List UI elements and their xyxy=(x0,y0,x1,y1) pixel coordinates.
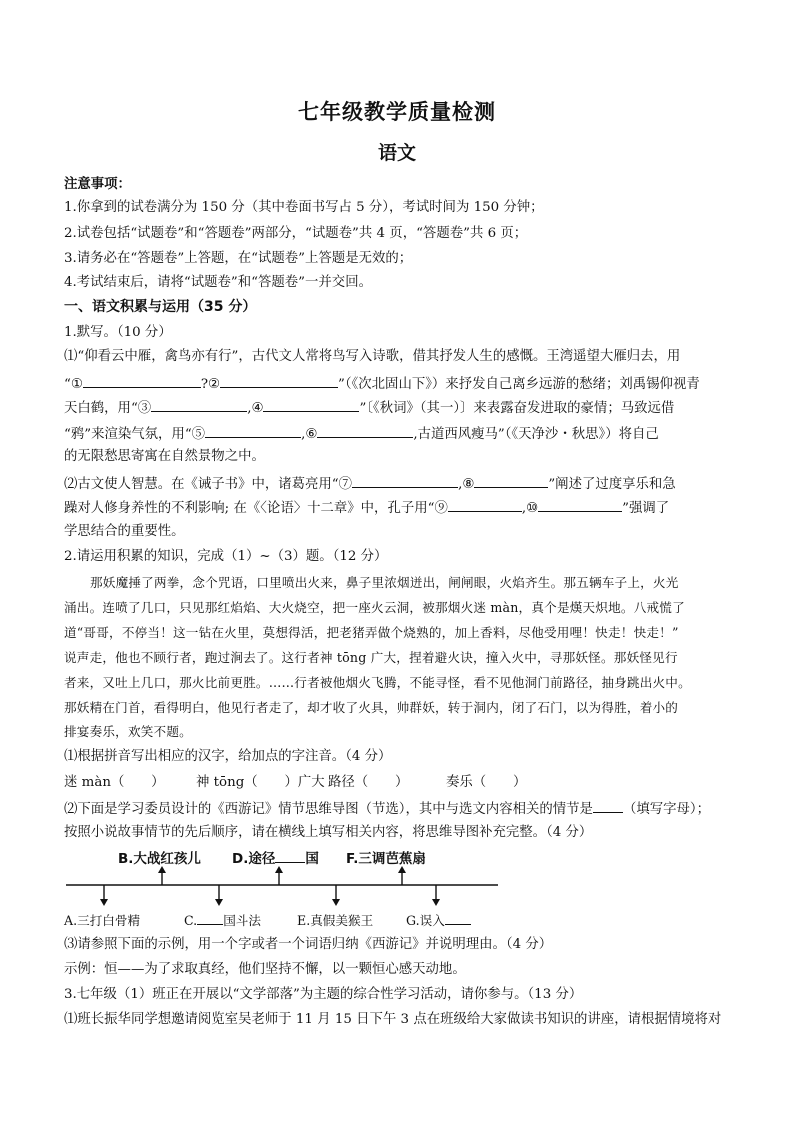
q1-part1-line5: 的无限愁思寄寓在自然景物之中。 xyxy=(64,449,265,464)
notice-item-4: 4.考试结束后，请将“试题卷”和“答题卷”一并交回。 xyxy=(64,275,372,290)
q1-part2-line2 xyxy=(64,498,744,518)
mindmap-node-c-text: C. xyxy=(184,913,198,928)
q1-part2-line3: 学思结合的重要性。 xyxy=(64,524,185,539)
passage-line: 那妖精在门首，看得明白，他见行者走了，却才收了火具，帅群妖，转于洞内，闭了石门，以为得胜，着小的 xyxy=(64,700,679,715)
exam-title: 七年级教学质量检测 xyxy=(298,99,496,124)
answer-blank[interactable] xyxy=(197,911,223,925)
q1-text: “鸦”来渲染气氛，用“⑤ xyxy=(64,427,206,442)
q2-example: 示例：恒——为了求取真经，他们坚持不懈，以一颗恒心感天动地。 xyxy=(64,962,466,977)
answer-blank[interactable] xyxy=(474,474,548,488)
arrowhead xyxy=(275,866,283,873)
q1-heading: 1.默写。（10 分） xyxy=(64,325,172,340)
answer-blank[interactable] xyxy=(448,498,522,512)
exam-subject: 语文 xyxy=(377,142,416,164)
arrowhead xyxy=(432,899,440,906)
q1-text: ,④ xyxy=(247,401,264,416)
answer-blank[interactable] xyxy=(317,424,413,438)
answer-blank[interactable] xyxy=(151,398,247,412)
q1-part1-line4 xyxy=(64,424,744,444)
arrowhead xyxy=(332,899,340,906)
q1-text: ,⑧ xyxy=(458,477,475,492)
mindmap-node-d-text: D.途径 xyxy=(232,851,276,867)
answer-blank[interactable] xyxy=(538,498,622,512)
passage-line: 道“哥哥，不停当！这一钻在火里，莫想得活，把老猪弄做个烧熟的，加上香料，尽他受用哩！快走！快走！” xyxy=(64,625,679,640)
q2-sub1-heading: ⑴根据拼音写出相应的汉字，给加点的字注音。（4 分） xyxy=(64,749,392,764)
q2-sub2-line1 xyxy=(64,799,744,819)
mindmap-node-f: F.三调芭蕉扇 xyxy=(346,851,426,867)
q2-text: ⑵下面是学习委员设计的《西游记》情节思维导图（节选），其中与选文内容相关的情节是 xyxy=(64,802,593,817)
answer-blank[interactable] xyxy=(275,849,305,863)
mindmap-node-c-text: 国斗法 xyxy=(223,913,261,928)
arrowhead xyxy=(100,899,108,906)
mindmap-node-g-text: G.误入 xyxy=(406,913,445,928)
arrowhead xyxy=(215,899,223,906)
q2-sub3: ⑶请参照下面的示例，用一个字或者一个词语归纳《西游记》并说明理由。（4 分） xyxy=(64,937,553,952)
mindmap xyxy=(64,845,504,928)
mindmap-node-e: E.真假美猴王 xyxy=(297,913,374,928)
pinyin-item[interactable]: 路径（ ） xyxy=(328,775,409,790)
arrowhead xyxy=(398,866,406,873)
answer-blank[interactable] xyxy=(445,911,471,925)
q1-text: ”〔《秋词》（其一）〕来表露奋发进取的豪情；马致远借 xyxy=(359,401,675,416)
notice-item-2: 2.试卷包括“试题卷”和“答题卷”两部分，“试题卷”共 4 页，“答题卷”共 6 页； xyxy=(64,226,528,241)
notice-heading: 注意事项： xyxy=(64,176,131,192)
answer-blank[interactable] xyxy=(593,799,623,813)
q2-text: （填写字母）； xyxy=(622,802,710,817)
q1-text: ,古道西风瘦马”（《天净沙・秋思》）将自己 xyxy=(413,427,659,442)
q1-text: ,⑥ xyxy=(301,427,318,442)
answer-blank[interactable] xyxy=(352,474,458,488)
answer-blank[interactable] xyxy=(83,374,201,388)
answer-blank[interactable] xyxy=(263,398,359,412)
section-heading: 一、语文积累与运用（35 分） xyxy=(64,299,257,315)
q2-heading: 2.请运用积累的知识，完成（1）~（3）题。（12 分） xyxy=(64,549,388,564)
pinyin-item[interactable]: 迷 màn（ ） xyxy=(64,775,165,790)
q1-text: ,⑩ xyxy=(521,501,539,516)
mindmap-node-a: A.三打白骨精 xyxy=(64,913,141,928)
q1-text: ”强调了 xyxy=(622,501,670,516)
q1-text: 天白鹤，用“③ xyxy=(64,401,152,416)
q1-part1-line2 xyxy=(64,374,744,394)
answer-blank[interactable] xyxy=(220,374,338,388)
passage-line: 那妖魔捶了两拳，念个咒语，口里喷出火来，鼻子里浓烟迸出，闸闸眼，火焰齐生。那五辆车子上，火光 xyxy=(90,575,679,590)
mindmap-node-g xyxy=(406,910,471,929)
passage-line: 者来，又吐上几口，那火比前更胜。……行者被他烟火飞腾，不能寻怪，看不见他洞门前路径，抽身跳出火中。 xyxy=(64,675,691,690)
pinyin-item[interactable]: 神 tōng（ ）广大 xyxy=(196,775,325,790)
q1-text: ?② xyxy=(200,377,221,392)
passage-line: 排宴奏乐，欢笑不题。 xyxy=(64,724,192,739)
mindmap-node-b: B.大战红孩儿 xyxy=(118,851,201,867)
q2-sub1-items xyxy=(64,774,744,792)
q1-text: ”阐述了过度享乐和急 xyxy=(548,477,676,492)
answer-blank[interactable] xyxy=(205,424,301,438)
pinyin-item[interactable]: 奏乐（ ） xyxy=(446,775,527,790)
q1-part2-line1 xyxy=(64,474,744,494)
arrowhead xyxy=(158,866,166,873)
q1-text: ⑵古文使人智慧。在《诫子书》中，诸葛亮用“⑦ xyxy=(64,477,353,492)
q1-text: 躁对人修身养性的不利影响; 在《〈论语〉十二章》中，孔子用“⑨ xyxy=(64,501,448,516)
q1-part1-line3 xyxy=(64,398,744,418)
q1-part1-line1: ⑴“仰看云中雁，禽鸟亦有行”，古代文人常将鸟写入诗歌，借其抒发人生的感慨。王湾遥望大雁归去，用 xyxy=(64,349,681,364)
passage-line: 涌出。连喷了几口，只见那红焰焰、大火烧空，把一座火云洞，被那烟火迷 màn，真个是熯天炽地。八戒慌了 xyxy=(64,600,685,615)
notice-item-1: 1.你拿到的试卷满分为 150 分（其中卷面书写占 5 分），考试时间为 150 分钟； xyxy=(64,200,544,215)
q3-heading: 3.七年级（1）班正在开展以“文学部落”为主题的综合性学习活动，请你参与。（13 分） xyxy=(64,987,583,1002)
q3-sub1: ⑴班长振华同学想邀请阅览室吴老师于 11 月 15 日下午 3 点在班级给大家做读书知识的讲座，请根据情境将对 xyxy=(64,1012,722,1027)
mindmap-node-c xyxy=(184,910,261,929)
passage-line: 说声走，他也不顾行者，跑过涧去了。这行者神 tōng 广大，捏着避火诀，撞入火中，寻那妖怪。那妖怪见行 xyxy=(64,650,678,665)
mindmap-node-d xyxy=(232,847,319,867)
q1-text: ”（《次北固山下》）来抒发自己离乡远游的愁绪；刘禹锡仰视青 xyxy=(338,377,700,392)
q1-text: “① xyxy=(64,377,83,392)
q2-sub2-line2: 按照小说故事情节的先后顺序，请在横线上填写相关内容，将思维导图补充完整。（4 分） xyxy=(64,825,593,840)
notice-item-3: 3.请务必在“答题卷”上答题，在“试题卷”上答题是无效的； xyxy=(64,251,413,266)
mindmap-node-d-text: 国 xyxy=(305,851,319,867)
